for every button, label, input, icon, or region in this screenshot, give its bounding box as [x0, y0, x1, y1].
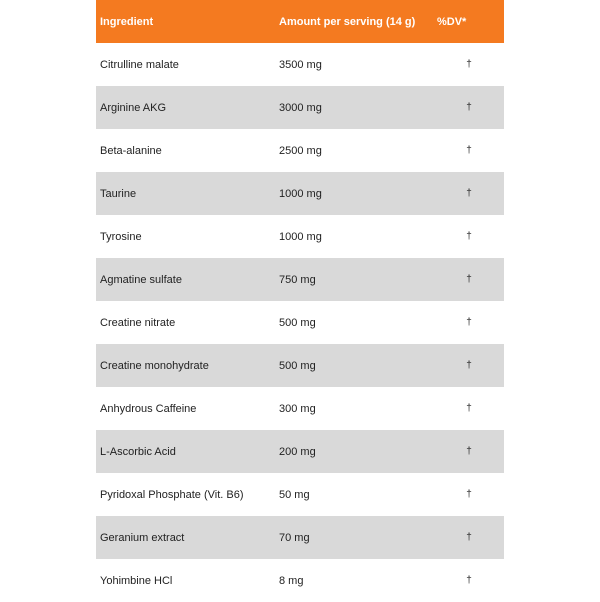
table-body [96, 43, 504, 602]
table-header-row [96, 0, 504, 43]
ingredient-cell: Pyridoxal Phosphate (Vit. B6) [100, 488, 244, 501]
ingredient-cell: Anhydrous Caffeine [100, 402, 197, 415]
table-row [96, 301, 504, 344]
amount-cell: 8 mg [279, 574, 304, 587]
amount-cell: 50 mg [279, 488, 310, 501]
dv-cell: † [466, 360, 472, 371]
ingredient-cell: Citrulline malate [100, 58, 179, 71]
dv-cell: † [466, 317, 472, 328]
header-amount: Amount per serving (14 g) [279, 15, 416, 28]
table-row [96, 344, 504, 387]
amount-cell: 500 mg [279, 359, 316, 372]
dv-cell: † [466, 188, 472, 199]
dv-cell: † [466, 145, 472, 156]
ingredient-cell: Arginine AKG [100, 101, 167, 114]
dv-cell: † [466, 274, 472, 285]
nutrition-table [96, 0, 504, 602]
ingredient-cell: Taurine [100, 187, 137, 200]
table-row [96, 473, 504, 516]
amount-cell: 1000 mg [279, 230, 322, 243]
ingredient-cell: Creatine monohydrate [100, 359, 209, 372]
dv-cell: † [466, 231, 472, 242]
dv-cell: † [466, 532, 472, 543]
amount-cell: 300 mg [279, 402, 316, 415]
amount-cell: 750 mg [279, 273, 316, 286]
ingredient-cell: L-Ascorbic Acid [100, 445, 176, 458]
ingredient-cell: Geranium extract [100, 531, 185, 544]
ingredient-cell: Creatine nitrate [100, 316, 176, 329]
ingredient-cell: Beta-alanine [100, 144, 162, 157]
table-row [96, 129, 504, 172]
dv-cell: † [466, 102, 472, 113]
dv-cell: † [466, 59, 472, 70]
table-row [96, 387, 504, 430]
dv-cell: † [466, 403, 472, 414]
amount-cell: 1000 mg [279, 187, 322, 200]
amount-cell: 2500 mg [279, 144, 322, 157]
dv-cell: † [466, 446, 472, 457]
ingredient-cell: Agmatine sulfate [100, 273, 182, 286]
dv-cell: † [466, 489, 472, 500]
table-row [96, 43, 504, 86]
header-ingredient: Ingredient [100, 15, 154, 28]
table-row [96, 430, 504, 473]
amount-cell: 500 mg [279, 316, 316, 329]
header-dv: %DV* [437, 15, 467, 28]
table-row [96, 516, 504, 559]
table-row [96, 86, 504, 129]
ingredient-cell: Tyrosine [100, 230, 142, 243]
ingredient-cell: Yohimbine HCl [100, 574, 173, 587]
table-row [96, 559, 504, 602]
amount-cell: 200 mg [279, 445, 316, 458]
amount-cell: 3500 mg [279, 58, 322, 71]
table-row [96, 258, 504, 301]
amount-cell: 70 mg [279, 531, 310, 544]
amount-cell: 3000 mg [279, 101, 322, 114]
table-row [96, 172, 504, 215]
dv-cell: † [466, 575, 472, 586]
table-row [96, 215, 504, 258]
